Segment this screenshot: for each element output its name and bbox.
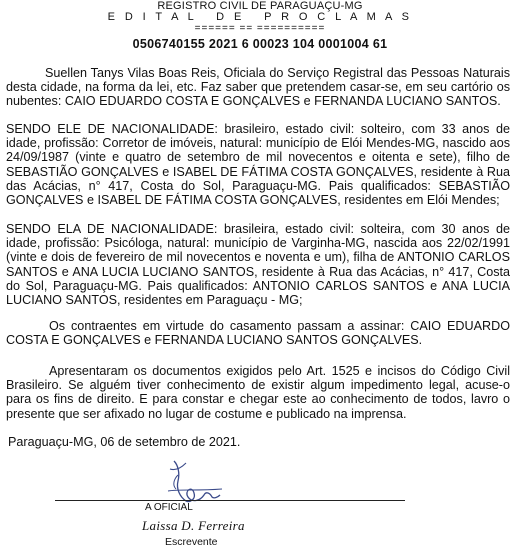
signature-label: A OFICIAL [145,502,193,513]
contract-paragraph: Os contraentes em virtude do casamento passam a assinar: CAIO EDUARDO COSTA E GONÇALVES e FERNANDA LUCIANO SANTOS GONÇALVES. [6,319,510,348]
bride-paragraph: SENDO ELA DE NACIONALIDADE: brasileira, estado civil: solteira, com 30 anos de idade, profissão: Psicóloga, natural: município de Varginha-MG, nascida aos 22/02/1991 (vinte e dois de fevereiro de mil novecentos e noventa e um), filha de ANTONIO CARLOS SANTOS e ANA LUCIA LUCIANO SANTOS, residente à Rua das Acácias, n° 417, Costa do Sol, Paraguaçu-MG. Pais qualificados: ANTONIO CARLOS SANTOS e ANA LUCIA LUCIANO SANTOS, residentes em Paraguaçu - MG; [6,222,510,308]
groom-paragraph: SENDO ELE DE NACIONALIDADE: brasileiro, estado civil: solteiro, com 33 anos de idade, profissão: Corretor de imóveis, natural: município de Elói Mendes-MG, nascido aos 24/09/1987 (vinte e quatro de setembro de mil novecentos e oitenta e sete), filho de SEBASTIÃO GONÇALVES e ISABEL DE FÁTIMA COSTA GONÇALVES, residente à Rua das Acácias, n° 417, Costa do Sol, Paraguaçu-MG. Pais qualificados: SEBASTIÃO GONÇALVES e ISABEL DE FÁTIMA COSTA GONÇALVES, residentes em Elói Mendes; [6,122,510,208]
edital-title: E D I T A L D E P R O C L A M A S [107,11,413,23]
date-line: Paraguaçu-MG, 06 de setembro de 2021. [8,435,241,449]
registry-heading: REGISTRO CIVIL DE PARAGUAÇU-MG [157,0,363,12]
signature-line [55,500,405,501]
intro-paragraph: Suellen Tanys Vilas Boas Reis, Oficiala do Serviço Registral das Pessoas Naturais desta cidade, na forma da lei, etc. Faz saber que pretendem casar-se, em seu cartório os nubentes: CAIO EDUARDO COSTA E GONÇALVES e FERNANDA LUCIANO SANTOS. [6,66,510,109]
signatory-role: Escrevente [165,536,218,548]
documents-paragraph: Apresentaram os documentos exigidos pelo Art. 1525 e incisos do Código Civil Brasileiro. Se alguém tiver conhecimento de existir algum impedimento legal, acuse-o para os fins de direito. E para constar e chegar este ao conhecimento de todos, lavro o presente que ser afixado no lugar de costume e publicado na imprensa. [6,364,510,421]
signatory-name: Laissa D. Ferreira [142,518,245,533]
title-underline: ====== == ========== [194,23,326,34]
protocol-number: 0506740155 2021 6 00023 104 0001004 61 [132,37,388,51]
